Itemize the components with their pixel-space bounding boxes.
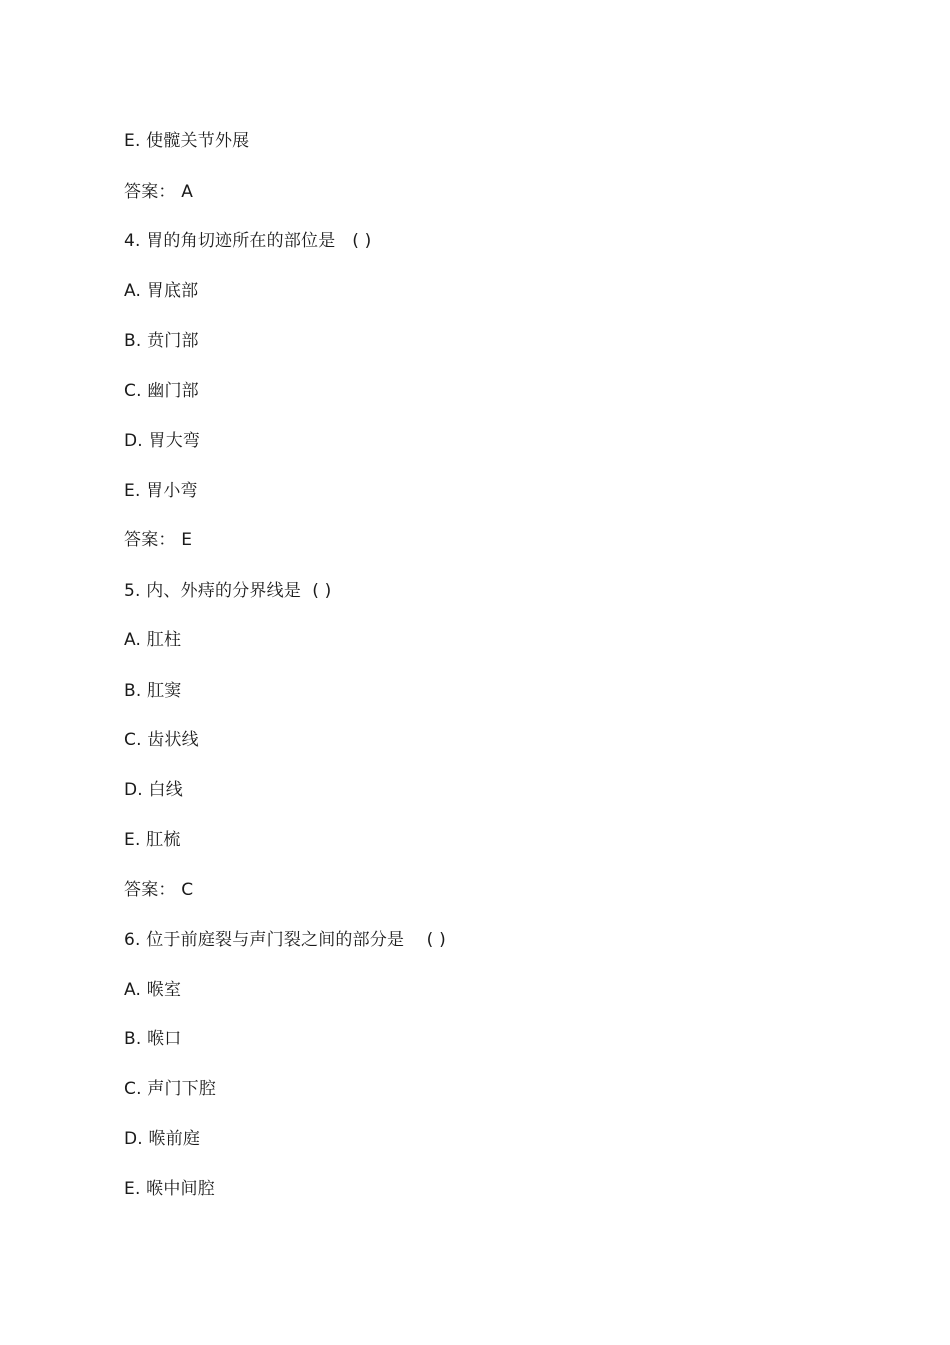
option-d-q5: D. 白线 [124,780,183,800]
option-d-q4: D. 胃大弯 [124,431,201,451]
option-e-q3: E. 使髋关节外展 [124,131,250,151]
answer-q5: 答案： C [124,880,194,900]
option-c-q5: C. 齿状线 [124,730,199,750]
question-4: 4. 胃的角切迹所在的部位是 ( ) [124,231,372,251]
question-5: 5. 内、外痔的分界线是 ( ) [124,581,332,601]
option-e-q4: E. 胃小弯 [124,481,198,501]
option-b-q4: B. 贲门部 [124,331,199,351]
option-b-q5: B. 肛窦 [124,681,182,701]
option-c-q4: C. 幽门部 [124,381,199,401]
question-6: 6. 位于前庭裂与声门裂之间的部分是 ( ) [124,930,446,950]
answer-q4: 答案： E [124,530,193,550]
option-b-q6: B. 喉口 [124,1029,182,1049]
option-a-q4: A. 胃底部 [124,281,199,301]
option-a-q6: A. 喉室 [124,980,182,1000]
option-e-q5: E. 肛梳 [124,830,181,850]
answer-q3: 答案： A [124,182,194,202]
option-c-q6: C. 声门下腔 [124,1079,217,1099]
option-a-q5: A. 肛柱 [124,630,182,650]
option-d-q6: D. 喉前庭 [124,1129,201,1149]
option-e-q6: E. 喉中间腔 [124,1179,215,1199]
